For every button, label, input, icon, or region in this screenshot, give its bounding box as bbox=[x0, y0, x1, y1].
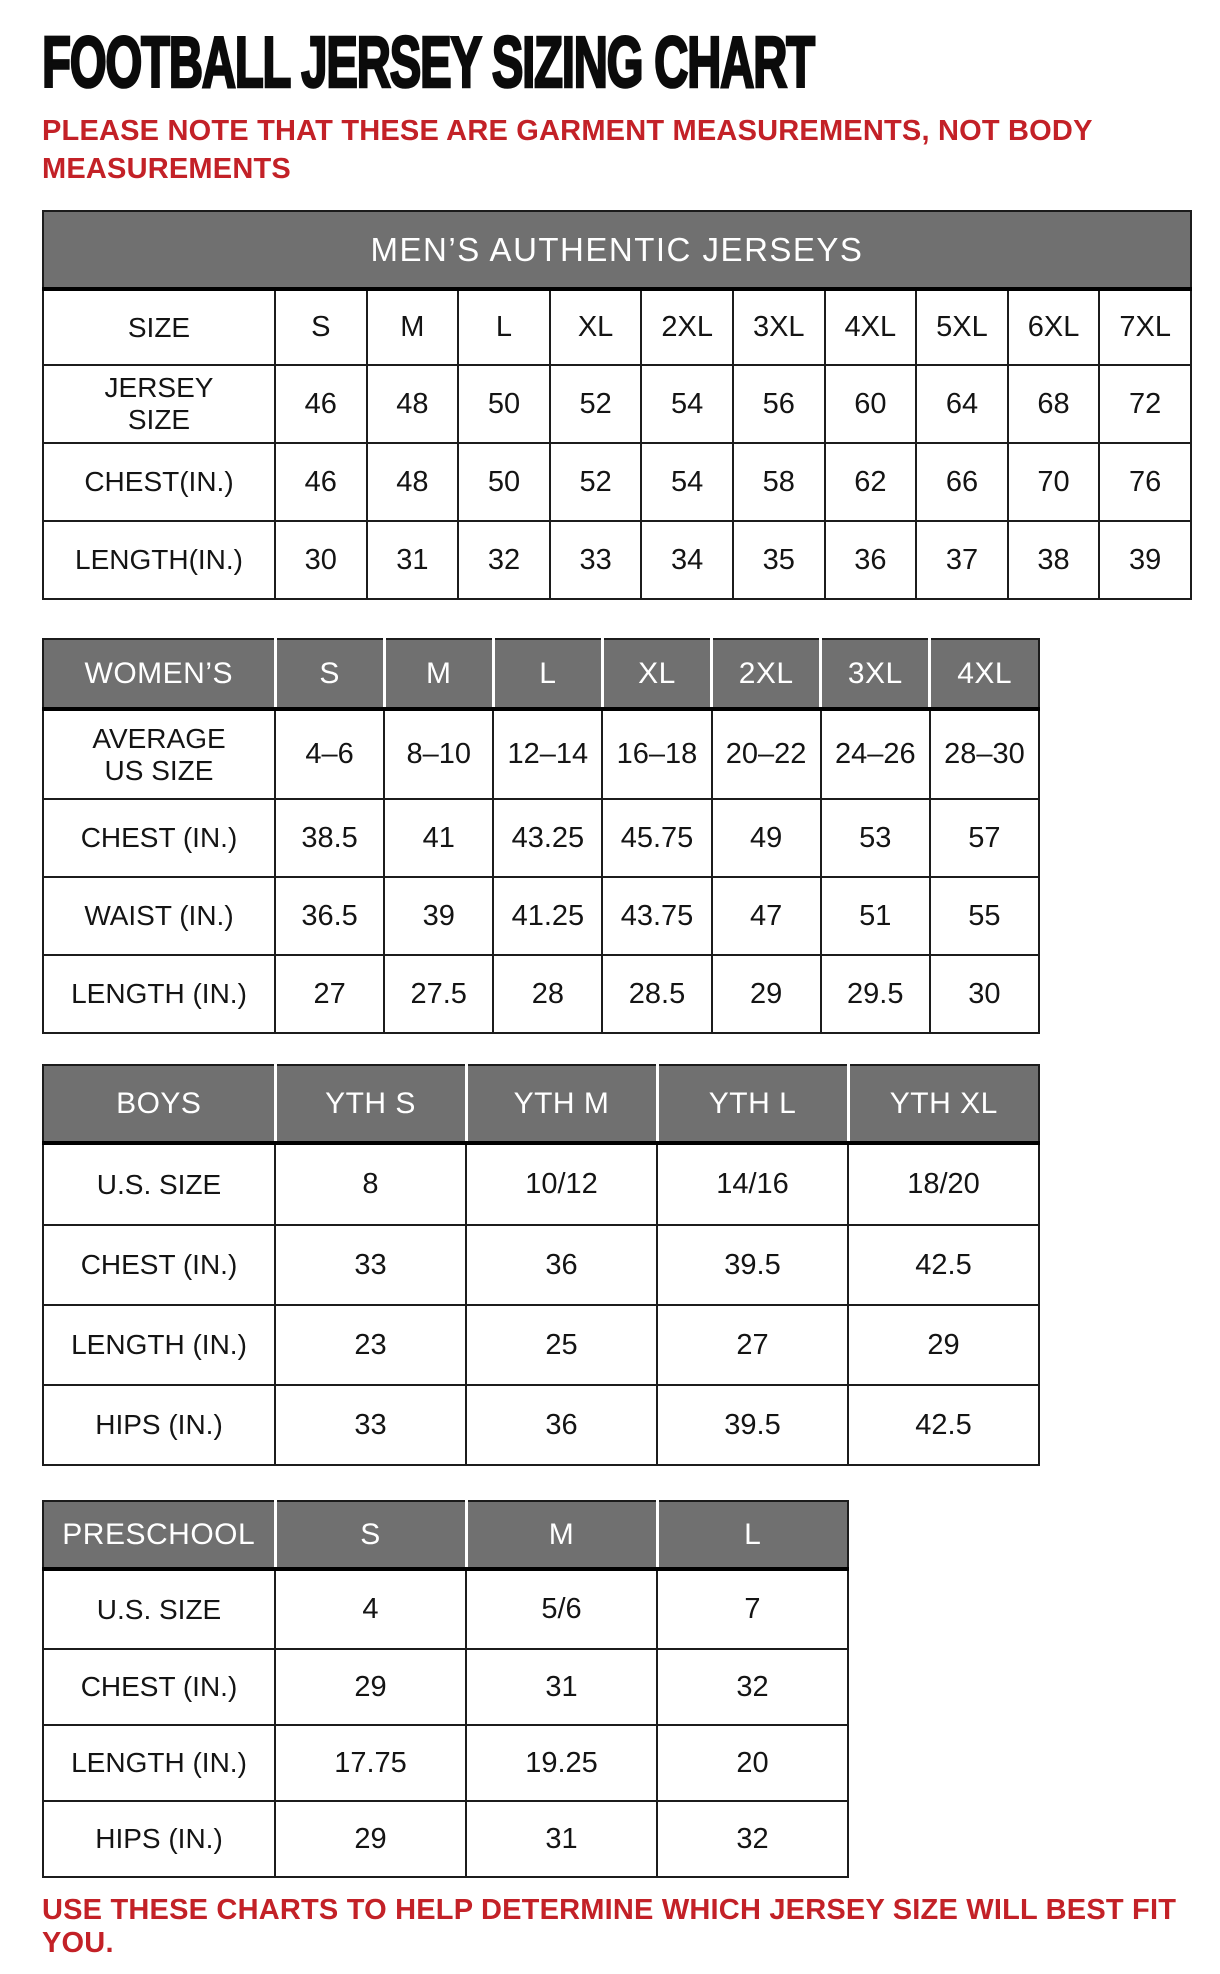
column-header: WOMEN’S bbox=[43, 639, 275, 709]
table-row bbox=[43, 1225, 1039, 1305]
table-cell: 31 bbox=[466, 1801, 657, 1877]
column-header: YTH S bbox=[275, 1065, 466, 1143]
table-cell: 58 bbox=[733, 443, 825, 521]
table-cell: 68 bbox=[1008, 365, 1100, 443]
table-row bbox=[43, 799, 1039, 877]
table-row bbox=[43, 1305, 1039, 1385]
table-cell: 25 bbox=[466, 1305, 657, 1385]
table-cell: 39 bbox=[1099, 521, 1191, 599]
table-cell: 36 bbox=[466, 1225, 657, 1305]
table-cell: 8–10 bbox=[384, 709, 493, 799]
table-cell: 48 bbox=[367, 443, 459, 521]
preschool-sizing-table bbox=[42, 1500, 849, 1878]
table-row bbox=[43, 1569, 848, 1649]
column-header: L bbox=[657, 1501, 848, 1569]
table-cell: 32 bbox=[657, 1649, 848, 1725]
table-cell: 60 bbox=[825, 365, 917, 443]
table-cell: 32 bbox=[458, 521, 550, 599]
row-label: CHEST (IN.) bbox=[43, 1225, 275, 1305]
column-header: 3XL bbox=[821, 639, 930, 709]
table-cell: 31 bbox=[466, 1649, 657, 1725]
page-title bbox=[42, 23, 1192, 103]
table-cell: 4–6 bbox=[275, 709, 384, 799]
table-cell: 55 bbox=[930, 877, 1039, 955]
table-cell: 37 bbox=[916, 521, 1008, 599]
table-row bbox=[43, 1801, 848, 1877]
column-header: XL bbox=[602, 639, 711, 709]
row-label: U.S. SIZE bbox=[43, 1569, 275, 1649]
table-cell: 41.25 bbox=[493, 877, 602, 955]
table-cell: 29.5 bbox=[821, 955, 930, 1033]
row-label: LENGTH(IN.) bbox=[43, 521, 275, 599]
table-row bbox=[43, 877, 1039, 955]
table-cell: 17.75 bbox=[275, 1725, 466, 1801]
table-cell: 35 bbox=[733, 521, 825, 599]
table-cell: 10/12 bbox=[466, 1143, 657, 1225]
column-header: 2XL bbox=[712, 639, 821, 709]
table-cell: 34 bbox=[641, 521, 733, 599]
table-cell: 42.5 bbox=[848, 1385, 1039, 1465]
table-row bbox=[43, 955, 1039, 1033]
column-header: 4XL bbox=[825, 289, 917, 365]
table-cell: 38 bbox=[1008, 521, 1100, 599]
column-header: M bbox=[466, 1501, 657, 1569]
table-cell: 19.25 bbox=[466, 1725, 657, 1801]
column-header: S bbox=[275, 1501, 466, 1569]
table-cell: 49 bbox=[712, 799, 821, 877]
table-cell: 36 bbox=[825, 521, 917, 599]
row-label: AVERAGE US SIZE bbox=[43, 709, 275, 799]
column-header: L bbox=[458, 289, 550, 365]
table-cell: 76 bbox=[1099, 443, 1191, 521]
column-header: L bbox=[493, 639, 602, 709]
table-cell: 28 bbox=[493, 955, 602, 1033]
table-cell: 62 bbox=[825, 443, 917, 521]
footer-note-text: USE THESE CHARTS TO HELP DETERMINE WHICH JERSEY SIZE WILL BEST FIT YOU. bbox=[42, 1894, 1177, 1960]
column-header: PRESCHOOL bbox=[43, 1501, 275, 1569]
table-cell: 41 bbox=[384, 799, 493, 877]
table-cell: 46 bbox=[275, 443, 367, 521]
column-header: YTH M bbox=[466, 1065, 657, 1143]
table-cell: 50 bbox=[458, 443, 550, 521]
table-cell: 72 bbox=[1099, 365, 1191, 443]
table-cell: 33 bbox=[275, 1225, 466, 1305]
row-label: U.S. SIZE bbox=[43, 1143, 275, 1225]
table-cell: 20–22 bbox=[712, 709, 821, 799]
row-label: LENGTH (IN.) bbox=[43, 1725, 275, 1801]
table-cell: 29 bbox=[712, 955, 821, 1033]
table-cell: 39.5 bbox=[657, 1225, 848, 1305]
table-cell: 56 bbox=[733, 365, 825, 443]
column-header: 5XL bbox=[916, 289, 1008, 365]
table-cell: 43.75 bbox=[602, 877, 711, 955]
boys-header-row bbox=[43, 1065, 1039, 1143]
mens-header-row bbox=[43, 289, 1191, 365]
table-row bbox=[43, 1725, 848, 1801]
table-cell: 39 bbox=[384, 877, 493, 955]
table-row bbox=[43, 709, 1039, 799]
mens-banner-row bbox=[43, 211, 1191, 289]
row-label: LENGTH (IN.) bbox=[43, 955, 275, 1033]
table-cell: 42.5 bbox=[848, 1225, 1039, 1305]
table-row bbox=[43, 365, 1191, 443]
table-cell: 29 bbox=[275, 1649, 466, 1725]
table-cell: 27.5 bbox=[384, 955, 493, 1033]
table-row bbox=[43, 521, 1191, 599]
column-header: 4XL bbox=[930, 639, 1039, 709]
table-cell: 66 bbox=[916, 443, 1008, 521]
page-title-text: FOOTBALL JERSEY SIZING CHART bbox=[42, 23, 814, 103]
table-cell: 43.25 bbox=[493, 799, 602, 877]
table-cell: 36.5 bbox=[275, 877, 384, 955]
table-cell: 29 bbox=[275, 1801, 466, 1877]
garment-note-text: PLEASE NOTE THAT THESE ARE GARMENT MEASUREMENTS, NOT BODY MEASUREMENTS bbox=[42, 114, 1093, 185]
table-cell: 7 bbox=[657, 1569, 848, 1649]
womens-sizing-table bbox=[42, 638, 1040, 1034]
table-cell: 50 bbox=[458, 365, 550, 443]
table-cell: 51 bbox=[821, 877, 930, 955]
row-label: HIPS (IN.) bbox=[43, 1801, 275, 1877]
column-header: SIZE bbox=[43, 289, 275, 365]
column-header: 7XL bbox=[1099, 289, 1191, 365]
table-cell: 24–26 bbox=[821, 709, 930, 799]
table-cell: 64 bbox=[916, 365, 1008, 443]
row-label: WAIST (IN.) bbox=[43, 877, 275, 955]
row-label: HIPS (IN.) bbox=[43, 1385, 275, 1465]
table-cell: 48 bbox=[367, 365, 459, 443]
table-cell: 47 bbox=[712, 877, 821, 955]
column-header: BOYS bbox=[43, 1065, 275, 1143]
table-cell: 32 bbox=[657, 1801, 848, 1877]
table-cell: 8 bbox=[275, 1143, 466, 1225]
column-header: YTH XL bbox=[848, 1065, 1039, 1143]
row-label: CHEST (IN.) bbox=[43, 799, 275, 877]
table-cell: 52 bbox=[550, 443, 642, 521]
table-cell: 31 bbox=[367, 521, 459, 599]
womens-header-row bbox=[43, 639, 1039, 709]
table-cell: 39.5 bbox=[657, 1385, 848, 1465]
table-cell: 27 bbox=[275, 955, 384, 1033]
table-row bbox=[43, 1649, 848, 1725]
table-cell: 12–14 bbox=[493, 709, 602, 799]
table-row bbox=[43, 1143, 1039, 1225]
table-row bbox=[43, 1385, 1039, 1465]
column-header: S bbox=[275, 639, 384, 709]
table-cell: 54 bbox=[641, 365, 733, 443]
mens-sizing-table bbox=[42, 210, 1192, 600]
table-cell: 4 bbox=[275, 1569, 466, 1649]
column-header: 2XL bbox=[641, 289, 733, 365]
table-cell: 57 bbox=[930, 799, 1039, 877]
boys-sizing-table bbox=[42, 1064, 1040, 1466]
table-cell: 20 bbox=[657, 1725, 848, 1801]
column-header: YTH L bbox=[657, 1065, 848, 1143]
column-header: XL bbox=[550, 289, 642, 365]
table-cell: 23 bbox=[275, 1305, 466, 1385]
table-row bbox=[43, 443, 1191, 521]
table-cell: 18/20 bbox=[848, 1143, 1039, 1225]
table-cell: 30 bbox=[930, 955, 1039, 1033]
column-header: S bbox=[275, 289, 367, 365]
mens-banner: MEN’S AUTHENTIC JERSEYS bbox=[43, 211, 1191, 289]
table-cell: 27 bbox=[657, 1305, 848, 1385]
table-cell: 28.5 bbox=[602, 955, 711, 1033]
table-cell: 36 bbox=[466, 1385, 657, 1465]
table-cell: 14/16 bbox=[657, 1143, 848, 1225]
column-header: M bbox=[384, 639, 493, 709]
row-label: JERSEY SIZE bbox=[43, 365, 275, 443]
table-cell: 29 bbox=[848, 1305, 1039, 1385]
table-cell: 46 bbox=[275, 365, 367, 443]
row-label: CHEST(IN.) bbox=[43, 443, 275, 521]
table-cell: 33 bbox=[550, 521, 642, 599]
table-cell: 5/6 bbox=[466, 1569, 657, 1649]
table-cell: 54 bbox=[641, 443, 733, 521]
table-cell: 33 bbox=[275, 1385, 466, 1465]
table-cell: 70 bbox=[1008, 443, 1100, 521]
table-cell: 16–18 bbox=[602, 709, 711, 799]
table-cell: 30 bbox=[275, 521, 367, 599]
row-label: LENGTH (IN.) bbox=[43, 1305, 275, 1385]
table-cell: 52 bbox=[550, 365, 642, 443]
table-cell: 53 bbox=[821, 799, 930, 877]
table-cell: 38.5 bbox=[275, 799, 384, 877]
table-cell: 28–30 bbox=[930, 709, 1039, 799]
table-cell: 45.75 bbox=[602, 799, 711, 877]
column-header: 6XL bbox=[1008, 289, 1100, 365]
column-header: 3XL bbox=[733, 289, 825, 365]
preschool-header-row bbox=[43, 1501, 848, 1569]
row-label: CHEST (IN.) bbox=[43, 1649, 275, 1725]
column-header: M bbox=[367, 289, 459, 365]
